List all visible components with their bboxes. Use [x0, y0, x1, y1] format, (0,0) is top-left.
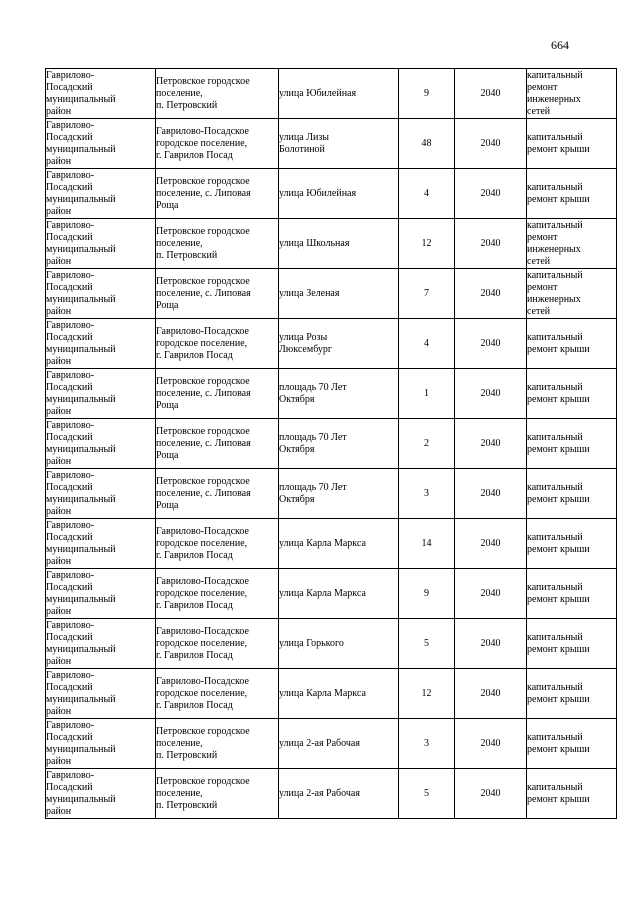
street-cell — [279, 119, 399, 169]
settlement-cell-text: Петровское городское поселение, п. Петровский — [156, 75, 250, 111]
year-cell-text: 2040 — [480, 287, 501, 299]
work-type-cell — [527, 569, 617, 619]
table-row — [46, 269, 617, 319]
settlement-cell-text: Гаврилово-Посадское городское поселение, г. Гаврилов Посад — [156, 675, 249, 711]
table-row — [46, 419, 617, 469]
house-number-cell-text: 4 — [424, 187, 429, 199]
house-number-cell — [399, 419, 455, 469]
work-type-cell — [527, 169, 617, 219]
street-cell — [279, 619, 399, 669]
house-number-cell — [399, 619, 455, 669]
work-type-cell — [527, 119, 617, 169]
settlement-cell — [156, 669, 279, 719]
street-cell — [279, 319, 399, 369]
district-cell — [46, 619, 156, 669]
work-type-cell-text: капитальный ремонт крыши — [527, 781, 590, 805]
street-cell-text: улица Зеленая — [279, 287, 340, 299]
street-cell-text: улица Карла Маркса — [279, 537, 366, 549]
table-row — [46, 569, 617, 619]
district-cell — [46, 769, 156, 819]
year-cell-text: 2040 — [480, 787, 501, 799]
settlement-cell-text: Петровское городское поселение, с. Липовая Роща — [156, 375, 251, 411]
street-cell — [279, 769, 399, 819]
house-number-cell — [399, 669, 455, 719]
house-number-cell — [399, 269, 455, 319]
settlement-cell-text: Петровское городское поселение, п. Петровский — [156, 725, 250, 761]
district-cell-text: Гаврилово- Посадский муниципальный район — [46, 269, 116, 317]
work-type-cell-text: капитальный ремонт крыши — [527, 731, 590, 755]
street-cell — [279, 269, 399, 319]
settlement-cell-text: Гаврилово-Посадское городское поселение, г. Гаврилов Посад — [156, 325, 249, 361]
house-number-cell-text: 2 — [424, 437, 429, 449]
page-number: 664 — [551, 38, 569, 52]
district-cell — [46, 369, 156, 419]
work-type-cell — [527, 319, 617, 369]
work-type-cell — [527, 469, 617, 519]
district-cell — [46, 69, 156, 119]
district-cell-text: Гаврилово- Посадский муниципальный район — [46, 469, 116, 517]
district-cell-text: Гаврилово- Посадский муниципальный район — [46, 719, 116, 767]
table-row — [46, 619, 617, 669]
district-cell-text: Гаврилово- Посадский муниципальный район — [46, 519, 116, 567]
settlement-cell — [156, 519, 279, 569]
registry-table-body — [46, 69, 617, 819]
settlement-cell — [156, 719, 279, 769]
house-number-cell — [399, 319, 455, 369]
year-cell-text: 2040 — [480, 137, 501, 149]
year-cell — [455, 319, 527, 369]
house-number-cell — [399, 119, 455, 169]
house-number-cell — [399, 369, 455, 419]
street-cell — [279, 519, 399, 569]
district-cell-text: Гаврилово- Посадский муниципальный район — [46, 319, 116, 367]
street-cell-text: улица Карла Маркса — [279, 587, 366, 599]
work-type-cell — [527, 769, 617, 819]
year-cell — [455, 419, 527, 469]
year-cell — [455, 469, 527, 519]
work-type-cell — [527, 219, 617, 269]
work-type-cell — [527, 69, 617, 119]
settlement-cell — [156, 219, 279, 269]
house-number-cell — [399, 69, 455, 119]
street-cell — [279, 169, 399, 219]
year-cell — [455, 769, 527, 819]
year-cell — [455, 519, 527, 569]
district-cell — [46, 519, 156, 569]
house-number-cell — [399, 769, 455, 819]
table-row — [46, 669, 617, 719]
district-cell-text: Гаврилово- Посадский муниципальный район — [46, 169, 116, 217]
district-cell-text: Гаврилово- Посадский муниципальный район — [46, 569, 116, 617]
year-cell-text: 2040 — [480, 637, 501, 649]
year-cell-text: 2040 — [480, 437, 501, 449]
year-cell — [455, 669, 527, 719]
house-number-cell — [399, 569, 455, 619]
settlement-cell-text: Гаврилово-Посадское городское поселение, г. Гаврилов Посад — [156, 525, 249, 561]
street-cell-text: улица Розы Люксембург — [279, 331, 332, 355]
house-number-cell-text: 9 — [424, 587, 429, 599]
year-cell — [455, 619, 527, 669]
street-cell — [279, 719, 399, 769]
settlement-cell-text: Петровское городское поселение, с. Липовая Роща — [156, 175, 251, 211]
work-type-cell-text: капитальный ремонт инженерных сетей — [527, 219, 583, 267]
work-type-cell-text: капитальный ремонт крыши — [527, 681, 590, 705]
settlement-cell — [156, 469, 279, 519]
district-cell-text: Гаврилово- Посадский муниципальный район — [46, 669, 116, 717]
district-cell-text: Гаврилово- Посадский муниципальный район — [46, 419, 116, 467]
table-row — [46, 169, 617, 219]
district-cell-text: Гаврилово- Посадский муниципальный район — [46, 69, 116, 117]
street-cell — [279, 569, 399, 619]
year-cell — [455, 719, 527, 769]
district-cell — [46, 219, 156, 269]
house-number-cell-text: 3 — [424, 737, 429, 749]
house-number-cell — [399, 219, 455, 269]
table-row — [46, 319, 617, 369]
year-cell — [455, 219, 527, 269]
district-cell-text: Гаврилово- Посадский муниципальный район — [46, 769, 116, 817]
year-cell-text: 2040 — [480, 537, 501, 549]
year-cell — [455, 69, 527, 119]
registry-table — [45, 68, 617, 819]
district-cell — [46, 469, 156, 519]
year-cell — [455, 369, 527, 419]
house-number-cell — [399, 519, 455, 569]
work-type-cell-text: капитальный ремонт инженерных сетей — [527, 69, 583, 117]
year-cell-text: 2040 — [480, 687, 501, 699]
year-cell-text: 2040 — [480, 587, 501, 599]
year-cell-text: 2040 — [480, 237, 501, 249]
year-cell — [455, 269, 527, 319]
work-type-cell-text: капитальный ремонт крыши — [527, 581, 590, 605]
settlement-cell — [156, 569, 279, 619]
year-cell-text: 2040 — [480, 187, 501, 199]
house-number-cell-text: 9 — [424, 87, 429, 99]
street-cell-text: улица Школьная — [279, 237, 350, 249]
settlement-cell-text: Петровское городское поселение, с. Липовая Роща — [156, 275, 251, 311]
year-cell-text: 2040 — [480, 737, 501, 749]
street-cell-text: улица 2-ая Рабочая — [279, 787, 360, 799]
street-cell-text: улица 2-ая Рабочая — [279, 737, 360, 749]
street-cell-text: улица Лизы Болотиной — [279, 131, 329, 155]
district-cell — [46, 119, 156, 169]
year-cell-text: 2040 — [480, 487, 501, 499]
work-type-cell-text: капитальный ремонт крыши — [527, 531, 590, 555]
district-cell-text: Гаврилово- Посадский муниципальный район — [46, 119, 116, 167]
table-row — [46, 719, 617, 769]
street-cell — [279, 369, 399, 419]
settlement-cell — [156, 769, 279, 819]
house-number-cell-text: 12 — [421, 687, 432, 699]
street-cell — [279, 669, 399, 719]
street-cell — [279, 419, 399, 469]
street-cell-text: улица Юбилейная — [279, 187, 357, 199]
district-cell-text: Гаврилово- Посадский муниципальный район — [46, 219, 116, 267]
settlement-cell-text: Петровское городское поселение, с. Липовая Роща — [156, 475, 251, 511]
year-cell-text: 2040 — [480, 87, 501, 99]
district-cell — [46, 669, 156, 719]
house-number-cell-text: 12 — [421, 237, 432, 249]
work-type-cell — [527, 669, 617, 719]
table-row — [46, 519, 617, 569]
settlement-cell-text: Петровское городское поселение, п. Петровский — [156, 225, 250, 261]
work-type-cell-text: капитальный ремонт крыши — [527, 331, 590, 355]
street-cell — [279, 69, 399, 119]
table-row — [46, 69, 617, 119]
work-type-cell-text: капитальный ремонт крыши — [527, 631, 590, 655]
table-row — [46, 369, 617, 419]
settlement-cell — [156, 619, 279, 669]
district-cell — [46, 419, 156, 469]
district-cell — [46, 569, 156, 619]
house-number-cell-text: 7 — [424, 287, 429, 299]
settlement-cell — [156, 319, 279, 369]
street-cell-text: улица Карла Маркса — [279, 687, 366, 699]
settlement-cell — [156, 269, 279, 319]
house-number-cell — [399, 719, 455, 769]
settlement-cell-text: Гаврилово-Посадское городское поселение, г. Гаврилов Посад — [156, 125, 249, 161]
work-type-cell-text: капитальный ремонт инженерных сетей — [527, 269, 583, 317]
house-number-cell-text: 4 — [424, 337, 429, 349]
year-cell — [455, 569, 527, 619]
settlement-cell — [156, 169, 279, 219]
table-row — [46, 119, 617, 169]
district-cell — [46, 269, 156, 319]
district-cell — [46, 319, 156, 369]
settlement-cell — [156, 419, 279, 469]
work-type-cell-text: капитальный ремонт крыши — [527, 131, 590, 155]
district-cell — [46, 719, 156, 769]
street-cell — [279, 219, 399, 269]
table-row — [46, 469, 617, 519]
house-number-cell — [399, 469, 455, 519]
street-cell-text: площадь 70 Лет Октября — [279, 481, 347, 505]
work-type-cell-text: капитальный ремонт крыши — [527, 181, 590, 205]
settlement-cell — [156, 369, 279, 419]
settlement-cell-text: Гаврилово-Посадское городское поселение, г. Гаврилов Посад — [156, 625, 249, 661]
work-type-cell — [527, 269, 617, 319]
settlement-cell — [156, 119, 279, 169]
house-number-cell-text: 1 — [424, 387, 429, 399]
house-number-cell-text: 5 — [424, 787, 429, 799]
year-cell-text: 2040 — [480, 337, 501, 349]
work-type-cell — [527, 419, 617, 469]
work-type-cell-text: капитальный ремонт крыши — [527, 431, 590, 455]
house-number-cell — [399, 169, 455, 219]
year-cell — [455, 169, 527, 219]
district-cell — [46, 169, 156, 219]
year-cell-text: 2040 — [480, 387, 501, 399]
settlement-cell-text: Петровское городское поселение, с. Липовая Роща — [156, 425, 251, 461]
settlement-cell-text: Гаврилово-Посадское городское поселение, г. Гаврилов Посад — [156, 575, 249, 611]
house-number-cell-text: 5 — [424, 637, 429, 649]
house-number-cell-text: 14 — [421, 537, 432, 549]
district-cell-text: Гаврилово- Посадский муниципальный район — [46, 369, 116, 417]
street-cell-text: улица Юбилейная — [279, 87, 357, 99]
street-cell-text: площадь 70 Лет Октября — [279, 381, 347, 405]
street-cell-text: улица Горького — [279, 637, 344, 649]
settlement-cell — [156, 69, 279, 119]
table-row — [46, 219, 617, 269]
work-type-cell — [527, 619, 617, 669]
work-type-cell — [527, 719, 617, 769]
work-type-cell — [527, 369, 617, 419]
work-type-cell — [527, 519, 617, 569]
settlement-cell-text: Петровское городское поселение, п. Петровский — [156, 775, 250, 811]
street-cell — [279, 469, 399, 519]
house-number-cell-text: 3 — [424, 487, 429, 499]
year-cell — [455, 119, 527, 169]
street-cell-text: площадь 70 Лет Октября — [279, 431, 347, 455]
house-number-cell-text: 48 — [421, 137, 432, 149]
table-row — [46, 769, 617, 819]
work-type-cell-text: капитальный ремонт крыши — [527, 481, 590, 505]
work-type-cell-text: капитальный ремонт крыши — [527, 381, 590, 405]
district-cell-text: Гаврилово- Посадский муниципальный район — [46, 619, 116, 667]
